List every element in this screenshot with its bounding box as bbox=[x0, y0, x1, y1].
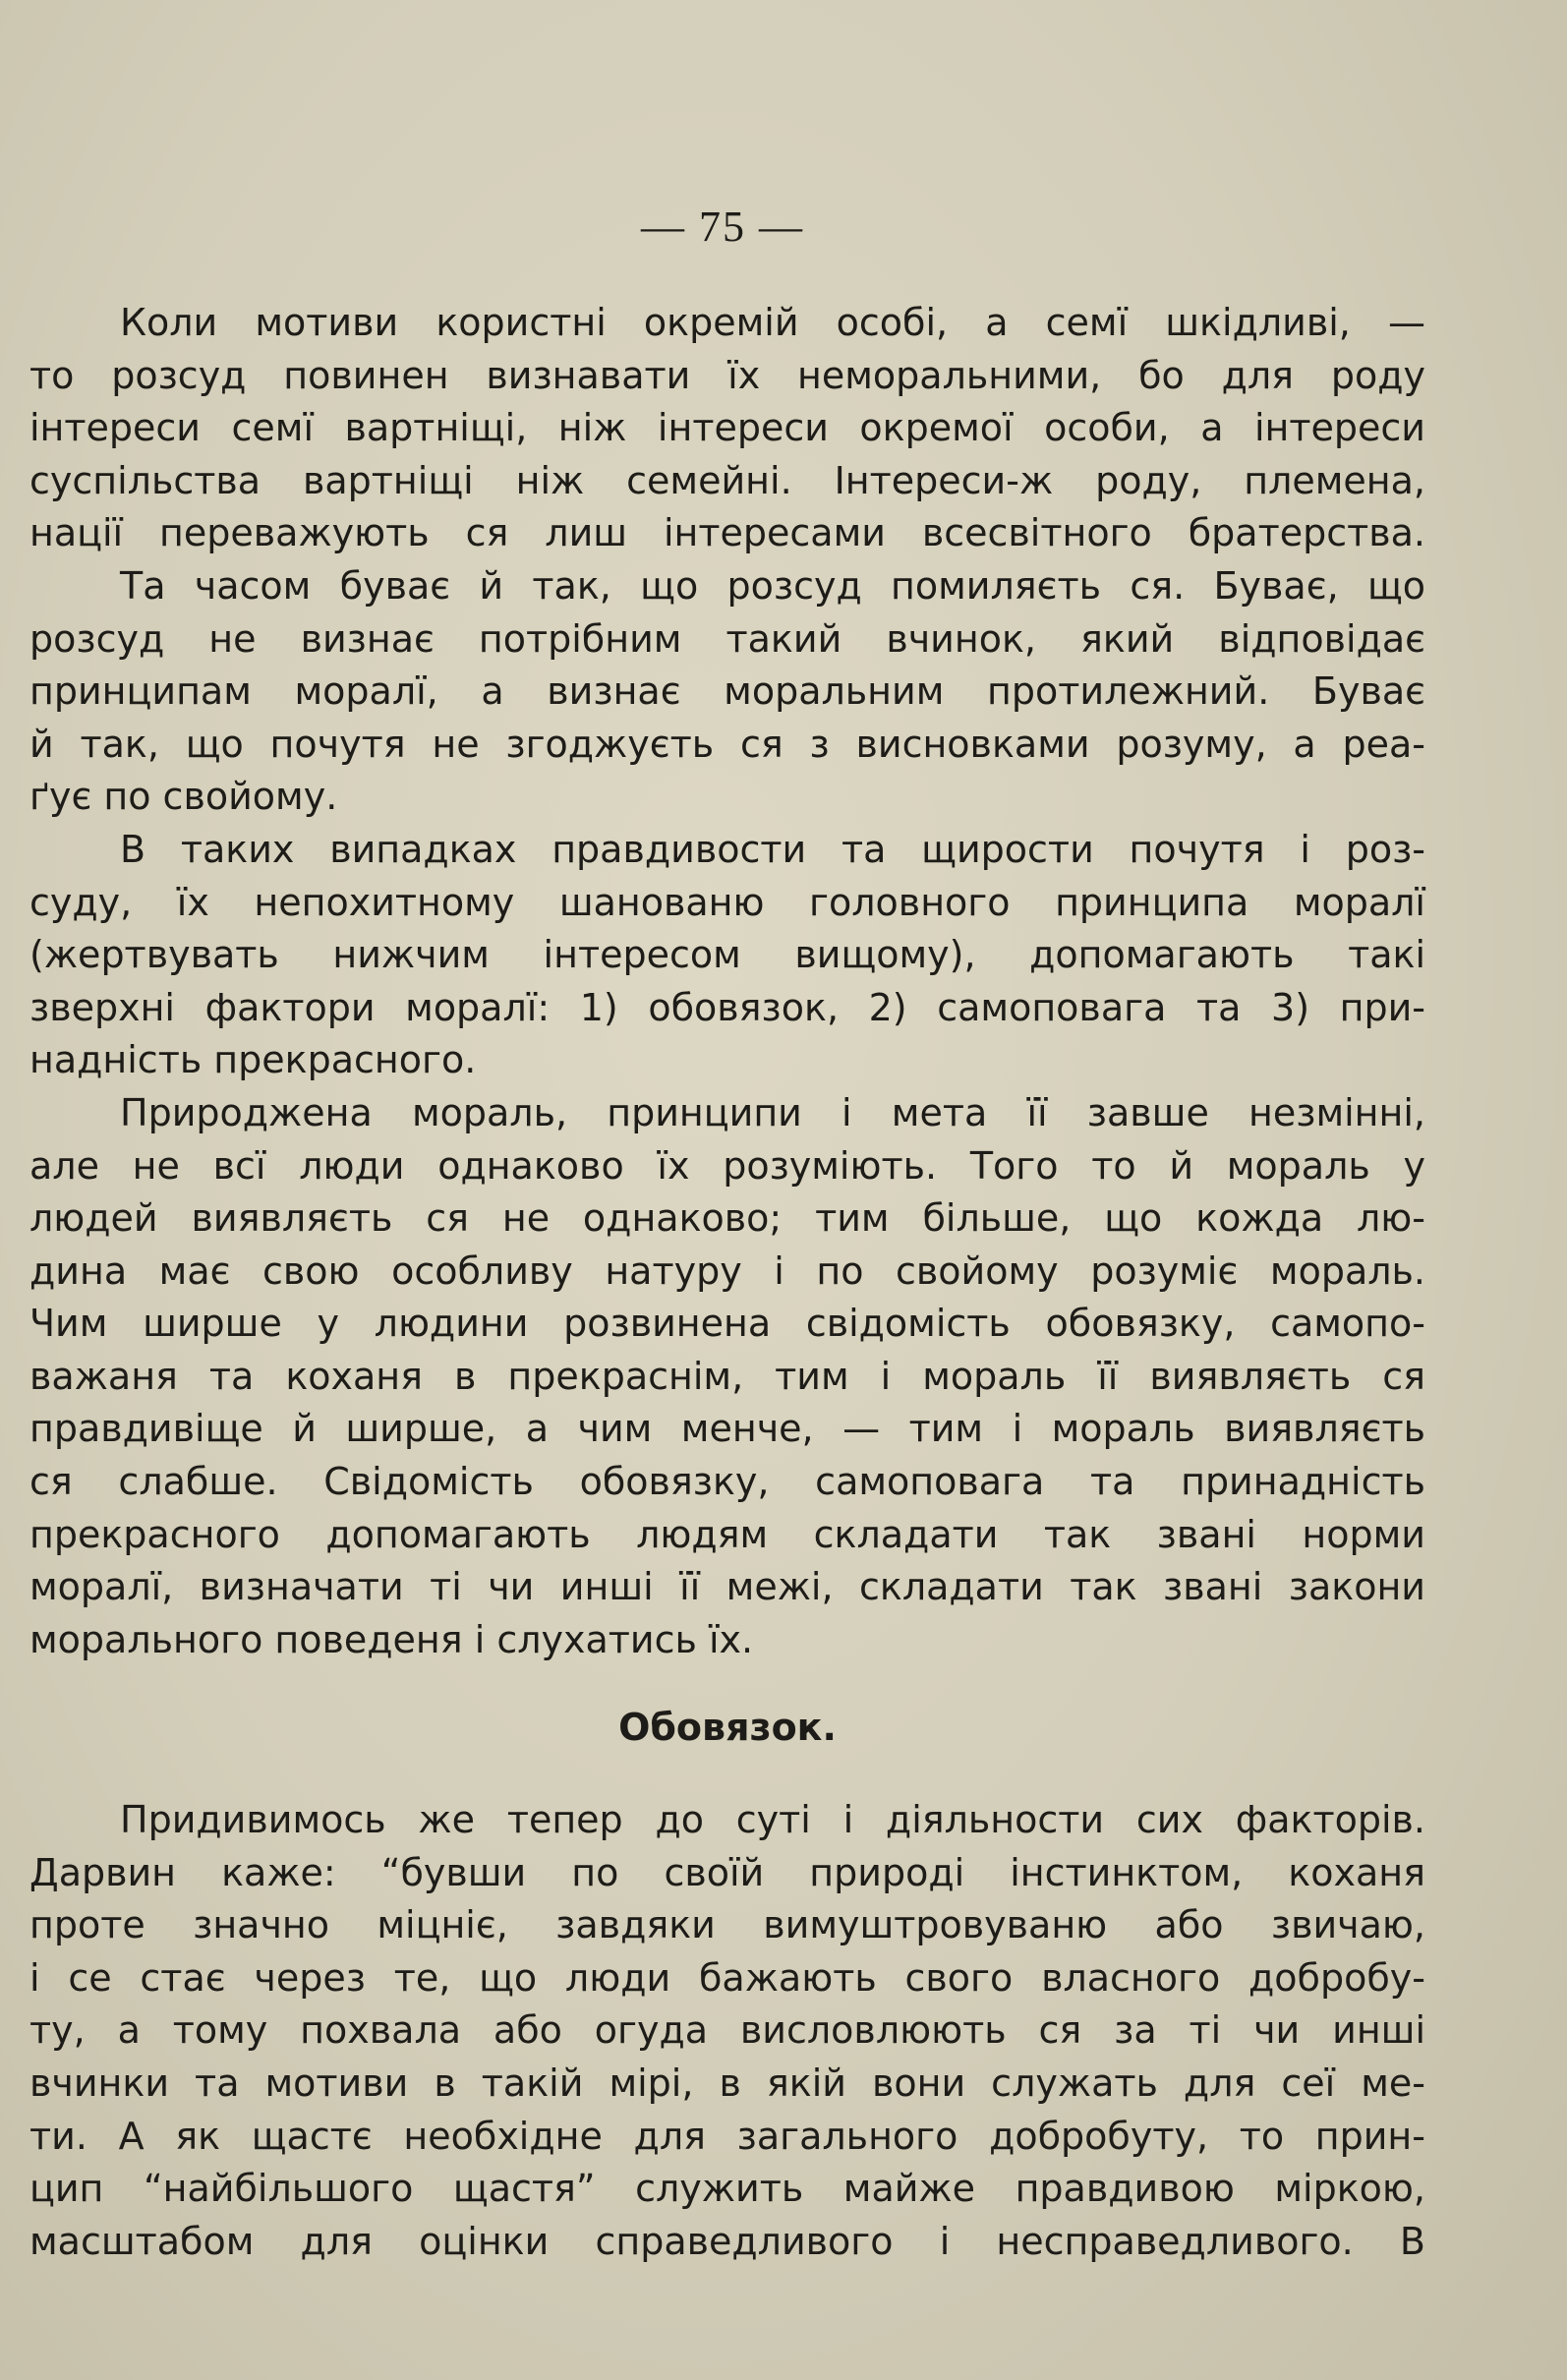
text-line: ти. А як щастє необхідне для загального добробуту, то прин- bbox=[29, 2114, 1425, 2158]
text-line: моралї, визначати ті чи инші її межі, складати так звані закони bbox=[29, 1565, 1425, 1609]
paragraph-3 bbox=[29, 824, 1425, 1087]
text-line: ґує по свойому. bbox=[29, 775, 338, 819]
page-body bbox=[29, 297, 1425, 2268]
text-line: нації переважують ся лиш інтересами всесвітного братерства. bbox=[29, 511, 1425, 555]
text-line: цип “найбільшого щастя” служить майже правдивою міркою, bbox=[29, 2167, 1425, 2211]
text-line: Та часом буває й так, що розсуд помиляєть ся. Буває, що bbox=[120, 563, 1425, 608]
paragraph-1 bbox=[29, 297, 1425, 560]
text-line: дина має свою особливу натуру і по свойому розуміє мораль. bbox=[29, 1248, 1425, 1293]
text-line: надність прекрасного. bbox=[29, 1038, 477, 1082]
text-line: інтереси семї вартніщі, ніж інтереси окремої особи, а інтереси bbox=[29, 406, 1425, 450]
text-line: Придивимось же тепер до суті і діяльности сих факторів. bbox=[120, 1798, 1425, 1842]
text-line: ся слабше. Свідомість обовязку, самоповага та принадність bbox=[29, 1460, 1425, 1504]
text-line: зверхні фактори моралї: 1) обовязок, 2) самоповага та 3) при- bbox=[29, 985, 1425, 1029]
text-line: важаня та коханя в прекраснім, тим і мораль її виявляєть ся bbox=[29, 1354, 1425, 1398]
paragraph-4 bbox=[29, 1087, 1425, 1667]
text-line: вчинки та мотиви в такій мірі, в якій вони служать для сеї ме- bbox=[29, 2061, 1425, 2105]
text-line: (жертвувать нижчим інтересом вищому), допомагають такі bbox=[29, 933, 1425, 977]
text-line: морального поведеня і слухатись їх. bbox=[29, 1617, 754, 1661]
text-line: ту, а тому похвала або огуда висловлюють ся за ті чи инші bbox=[29, 2008, 1425, 2053]
text-line: правдивіще й ширше, а чим менче, — тим і мораль виявляєть bbox=[29, 1407, 1425, 1451]
text-line: й так, що почутя не згоджуєть ся з висновками розуму, а реа- bbox=[29, 722, 1425, 766]
text-line: то розсуд повинен визнавати їх неморальними, бо для роду bbox=[29, 353, 1425, 397]
text-line: Коли мотиви користні окремій особі, а семї шкідливі, — bbox=[120, 301, 1425, 344]
text-line: розсуд не визнає потрібним такий вчинок, який відповідає bbox=[29, 616, 1425, 661]
text-line: суду, їх непохитному шанованю головного принципа моралї bbox=[29, 880, 1425, 924]
text-line: принципам моралї, а визнає моральним протилежний. Буває bbox=[29, 669, 1425, 714]
text-line: прекрасного допомагають людям складати так звані норми bbox=[29, 1512, 1425, 1556]
text-line: але не всї люди однаково їх розуміють. Того то й мораль у bbox=[29, 1143, 1425, 1188]
section-heading: Обовязок. bbox=[618, 1706, 837, 1750]
text-line: Дарвин каже: “бувши по своїй природі інстинктом, коханя bbox=[29, 1850, 1425, 1894]
text-line: В таких випадках правдивости та щирости почутя і роз- bbox=[120, 827, 1425, 871]
text-line: і се стає через те, що люди бажають свого власного добробу- bbox=[29, 1955, 1425, 2000]
text-line: людей виявляєть ся не однаково; тим більше, що кожда лю- bbox=[29, 1196, 1425, 1241]
page-number: — 75 — bbox=[641, 203, 804, 251]
text-line: Природжена мораль, принципи і мета її завше незмінні, bbox=[120, 1090, 1425, 1134]
text-line: проте значно міцніє, завдяки вимуштровуваню або звичаю, bbox=[29, 1903, 1425, 1947]
paragraph-5 bbox=[29, 1794, 1425, 2268]
paragraph-2 bbox=[29, 560, 1425, 824]
text-line: масштабом для оцінки справедливого і несправедливого. В bbox=[29, 2219, 1425, 2263]
text-line: суспільства вартніщі ніж семейні. Інтереси-ж роду, племена, bbox=[29, 458, 1425, 502]
text-line: Чим ширше у людини розвинена свідомість обовязку, самопо- bbox=[29, 1302, 1425, 1346]
